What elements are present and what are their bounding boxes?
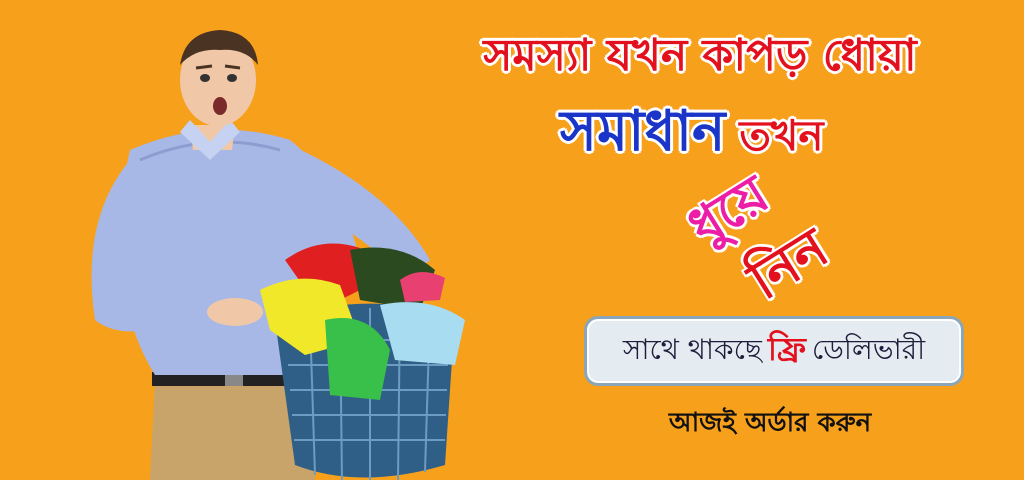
free-delivery-badge <box>584 316 964 386</box>
order-now-text: আজই অর্ডার করুন <box>668 408 872 438</box>
delivery-suffix: ডেলিভারী <box>811 332 926 366</box>
wash-word: ধুয়ে <box>678 164 780 259</box>
wash-and-take-slogan <box>678 160 890 312</box>
headline-then-word: তখন <box>739 111 824 160</box>
take-word: নিন <box>737 216 839 312</box>
delivery-prefix: সাথে থাকছে <box>622 332 762 366</box>
headline-solution-word: সমাধান <box>560 99 726 164</box>
delivery-free-word: ফ্রি <box>767 330 806 368</box>
headline-problem: সমস্যা যখন কাপড় ধোয়া <box>483 30 917 81</box>
